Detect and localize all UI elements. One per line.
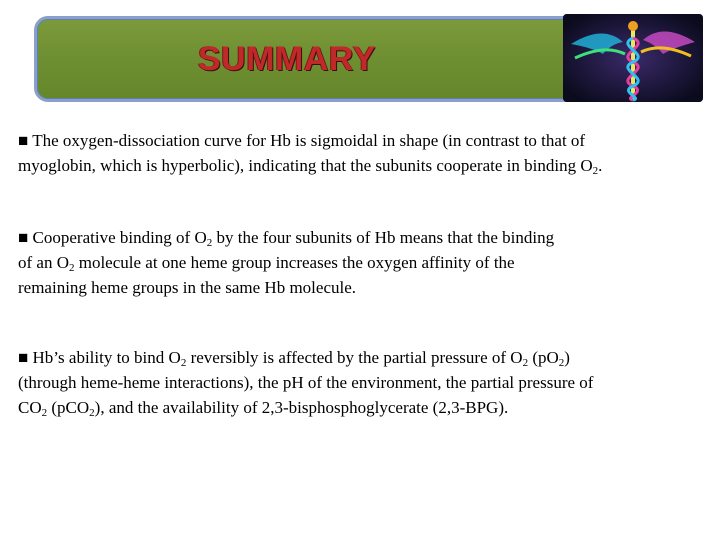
subscript: 2	[522, 357, 529, 369]
subscript: 2	[89, 407, 95, 419]
p2-text-b: by the four subunits of Hb means that the binding	[212, 228, 555, 247]
paragraph-2	[18, 225, 708, 300]
p2-text-d: molecule at one heme group increases the oxygen affinity of the	[74, 253, 515, 272]
slide-title: SUMMARY	[198, 40, 376, 78]
bullet: ■	[18, 348, 29, 367]
p3-text-e: (through heme-heme interactions), the pH of the environment, the partial pressure of	[18, 373, 594, 392]
p3-text-d: )	[564, 348, 570, 367]
p3-text-h: ), and the availability of 2,3-bisphosphoglycerate (2,3-BPG).	[94, 398, 509, 417]
p2-text-c: of an O	[18, 253, 69, 272]
p3-text-c: (pO	[528, 348, 559, 367]
subscript: 2	[41, 407, 48, 419]
paragraph-1-text	[18, 128, 708, 178]
paragraph-1	[18, 128, 708, 178]
subscript: 2	[558, 357, 565, 369]
subscript: 2	[180, 357, 187, 369]
p1-line2: myoglobin, which is hyperbolic), indicating that the subunits cooperate in binding O	[18, 156, 593, 175]
paragraph-3-text	[18, 345, 708, 420]
subscript: 2	[592, 165, 599, 177]
subscript: 2	[206, 237, 213, 249]
subscript: 2	[68, 262, 75, 274]
p3-text-f: CO	[18, 398, 42, 417]
paragraph-2-text	[18, 225, 708, 300]
bullet: ■	[18, 131, 29, 150]
p2-text-e: remaining heme groups in the same Hb molecule.	[18, 278, 357, 297]
paragraph-3	[18, 345, 708, 420]
p2-text-a: Cooperative binding of O	[32, 228, 207, 247]
p3-text-a: Hb’s ability to bind O	[32, 348, 181, 367]
p1-period: .	[598, 156, 603, 175]
p3-text-b: reversibly is affected by the partial pressure of O	[186, 348, 523, 367]
p3-text-g: (pCO	[47, 398, 90, 417]
bullet: ■	[18, 228, 29, 247]
caduceus-icon	[563, 14, 703, 102]
p1-line1: The oxygen-dissociation curve for Hb is sigmoidal in shape (in contrast to that of	[32, 131, 586, 150]
